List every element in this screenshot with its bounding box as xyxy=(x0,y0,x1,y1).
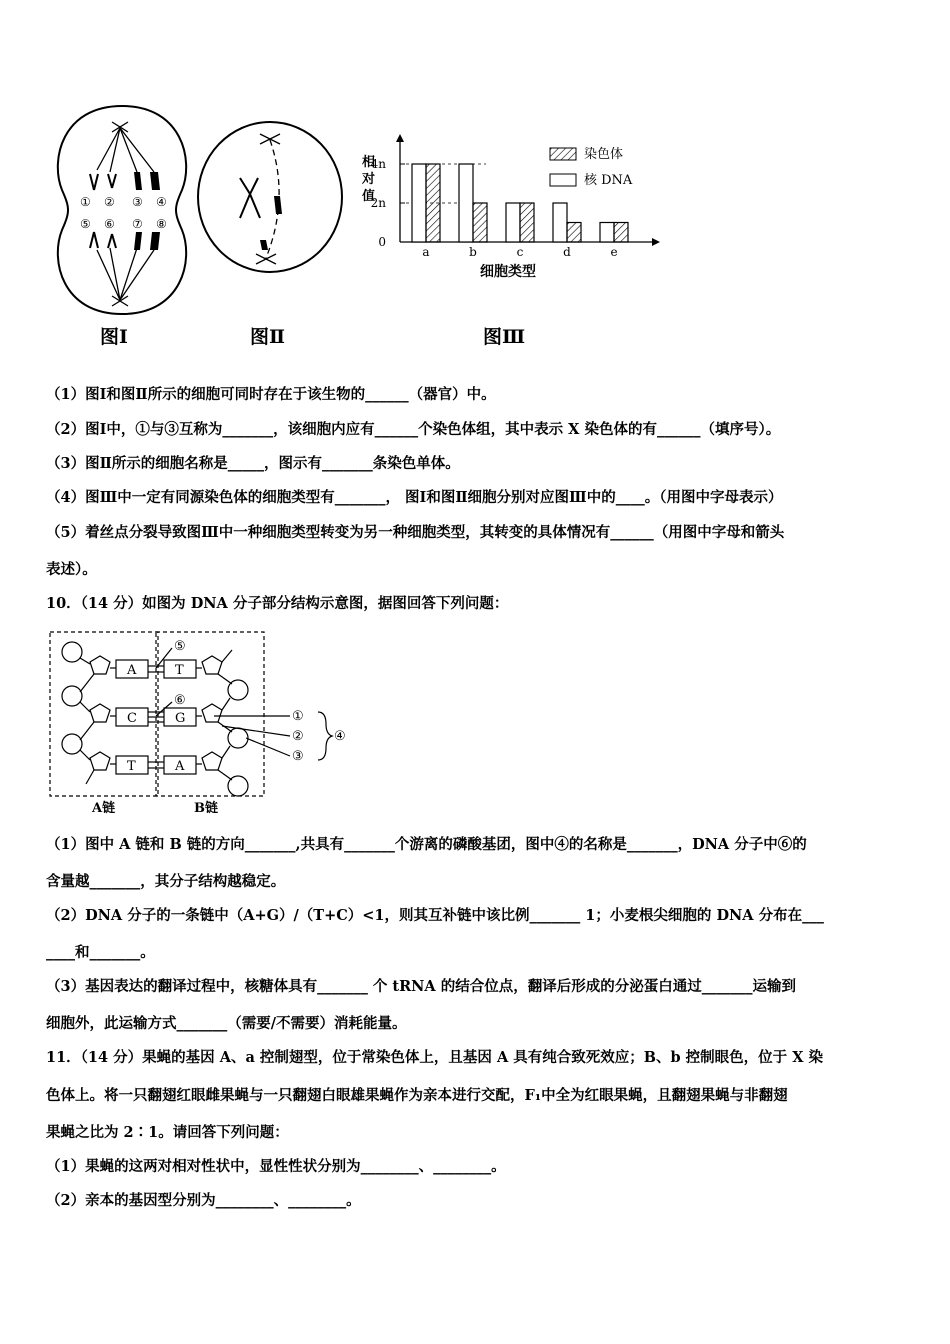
legend-chromosome-swatch xyxy=(550,148,576,160)
q10-part2-line2: ____和_______。 xyxy=(46,944,155,961)
fig1-mark-3: ③ xyxy=(132,195,143,209)
dna-base-right-3: A xyxy=(175,759,185,774)
bar-dna-b xyxy=(459,164,473,242)
q9-part2: （2）图Ⅰ中，①与③互称为_______，该细胞内应有______个染色体组，其中表示 X 染色体的有______（填序号）。 xyxy=(46,421,781,438)
fig1-mark-1: ① xyxy=(80,195,91,209)
legend-dna-swatch xyxy=(550,174,576,186)
dna-chain-a-label: A链 xyxy=(92,801,116,816)
legend-dna-label: 核 DNA xyxy=(584,173,633,188)
bar-chromosome-c xyxy=(520,203,534,242)
bar-chromosome-d xyxy=(567,223,581,243)
chart-xlabel: 细胞类型 xyxy=(480,264,536,280)
chart-x-tick-label: e xyxy=(610,245,618,259)
dna-base-left-2: C xyxy=(127,711,137,726)
chart-x-tick-label: a xyxy=(422,245,430,259)
q10-part2-line1: （2）DNA 分子的一条链中（A+G）/（T+C）<1，则其互补链中该比例_______ 1；小麦根尖细胞的 DNA 分布在___ xyxy=(46,907,824,924)
figure-3-label: 图Ⅲ xyxy=(483,326,526,348)
fig1-mark-5: ⑤ xyxy=(80,217,91,231)
figure-1-cell-diagram xyxy=(42,100,202,320)
q9-part5-line1: （5）着丝点分裂导致图Ⅲ中一种细胞类型转变为另一种细胞类型，其转变的具体情况有______（用图中字母和箭头 xyxy=(46,524,785,541)
legend-chromosome-label: 染色体 xyxy=(584,147,624,162)
q10-part3-line2: 细胞外，此运输方式_______（需要/不需要）消耗能量。 xyxy=(46,1015,407,1032)
figure-2-cell-diagram xyxy=(194,118,346,276)
bar-chromosome-b xyxy=(473,203,487,242)
q9-part3: （3）图Ⅱ所示的细胞名称是_____，图示有_______条染色单体。 xyxy=(46,455,460,472)
dna-chain-b-label: B链 xyxy=(194,801,218,816)
chart-x-tick-label: d xyxy=(563,245,571,259)
dna-mark-1: ① xyxy=(292,709,304,724)
q11-part2: （2）亲本的基因型分别为________、________。 xyxy=(46,1192,361,1209)
dna-mark-2: ② xyxy=(292,729,304,744)
figure-2-label: 图Ⅱ xyxy=(250,326,286,348)
dna-mark-5: ⑤ xyxy=(174,639,186,654)
q10-part1-line1: （1）图中 A 链和 B 链的方向_______,共具有_______个游离的磷酸基团，图中④的名称是_______，DNA 分子中⑥的 xyxy=(46,836,807,853)
chart-ylabel-2: 对 xyxy=(362,172,376,187)
fig1-mark-8: ⑧ xyxy=(156,217,167,231)
figure-3-bar-chart xyxy=(352,128,662,288)
fig1-mark-4: ④ xyxy=(156,195,167,209)
chart-x-tick-label: b xyxy=(469,245,477,259)
bar-dna-d xyxy=(553,203,567,242)
chart-x-axis-arrow xyxy=(652,238,660,246)
bar-chromosome-e xyxy=(614,223,628,243)
fig1-mark-2: ② xyxy=(104,195,115,209)
dna-base-right-1: T xyxy=(175,663,184,678)
chart-y-tick-label: 0 xyxy=(378,235,386,249)
bar-dna-e xyxy=(600,223,614,243)
chart-ylabel-1: 相 xyxy=(362,155,376,170)
chart-y-tick-label: 2n xyxy=(370,196,386,210)
bar-dna-a xyxy=(412,164,426,242)
q10-heading: 10．（14 分）如图为 DNA 分子部分结构示意图，据图回答下列问题： xyxy=(46,595,509,612)
chart-x-tick-label: c xyxy=(516,245,524,259)
dna-base-left-1: A xyxy=(127,663,137,678)
q9-part5-line2: 表述）。 xyxy=(46,561,97,578)
dna-mark-4: ④ xyxy=(334,729,346,744)
figure-1-label: 图Ⅰ xyxy=(100,326,128,348)
chart-y-axis-arrow xyxy=(396,134,404,142)
fig1-mark-6: ⑥ xyxy=(104,217,115,231)
bar-dna-c xyxy=(506,203,520,242)
dna-mark-6: ⑥ xyxy=(174,693,186,708)
q9-part4: （4）图Ⅲ中一定有同源染色体的细胞类型有_______， 图Ⅰ和图Ⅱ细胞分别对应图Ⅲ中的____。（用图中字母表示） xyxy=(46,489,783,506)
q11-part1: （1）果蝇的这两对相对性状中，显性性状分别为________、________。 xyxy=(46,1158,506,1175)
dna-base-right-2: G xyxy=(175,711,186,726)
q11-heading-line1: 11．（14 分）果蝇的基因 A、a 控制翅型，位于常染色体上，且基因 A 具有纯合致死效应；B、b 控制眼色，位于 X 染 xyxy=(46,1049,824,1066)
chart-ylabel-3: 值 xyxy=(362,189,376,204)
q11-heading-line2: 色体上。将一只翻翅红眼雌果蝇与一只翻翅白眼雄果蝇作为亲本进行交配，F₁中全为红眼果蝇，且翻翅果蝇与非翻翅 xyxy=(46,1087,788,1104)
dna-base-left-3: T xyxy=(127,759,136,774)
bar-chromosome-a xyxy=(426,164,440,242)
q9-part1: （1）图Ⅰ和图Ⅱ所示的细胞可同时存在于该生物的______（器官）中。 xyxy=(46,386,496,403)
dna-mark-3: ③ xyxy=(292,749,304,764)
q11-heading-line3: 果蝇之比为 2∶1。请回答下列问题： xyxy=(46,1124,289,1141)
q10-part3-line1: （3）基因表达的翻译过程中，核糖体具有_______ 个 tRNA 的结合位点，翻译后形成的分泌蛋白通过_______运输到 xyxy=(46,978,796,995)
q10-part1-line2: 含量越_______，其分子结构越稳定。 xyxy=(46,873,286,890)
fig1-mark-7: ⑦ xyxy=(132,217,143,231)
chart-y-tick-label: 4n xyxy=(370,157,386,171)
dna-structure-diagram xyxy=(46,628,356,818)
